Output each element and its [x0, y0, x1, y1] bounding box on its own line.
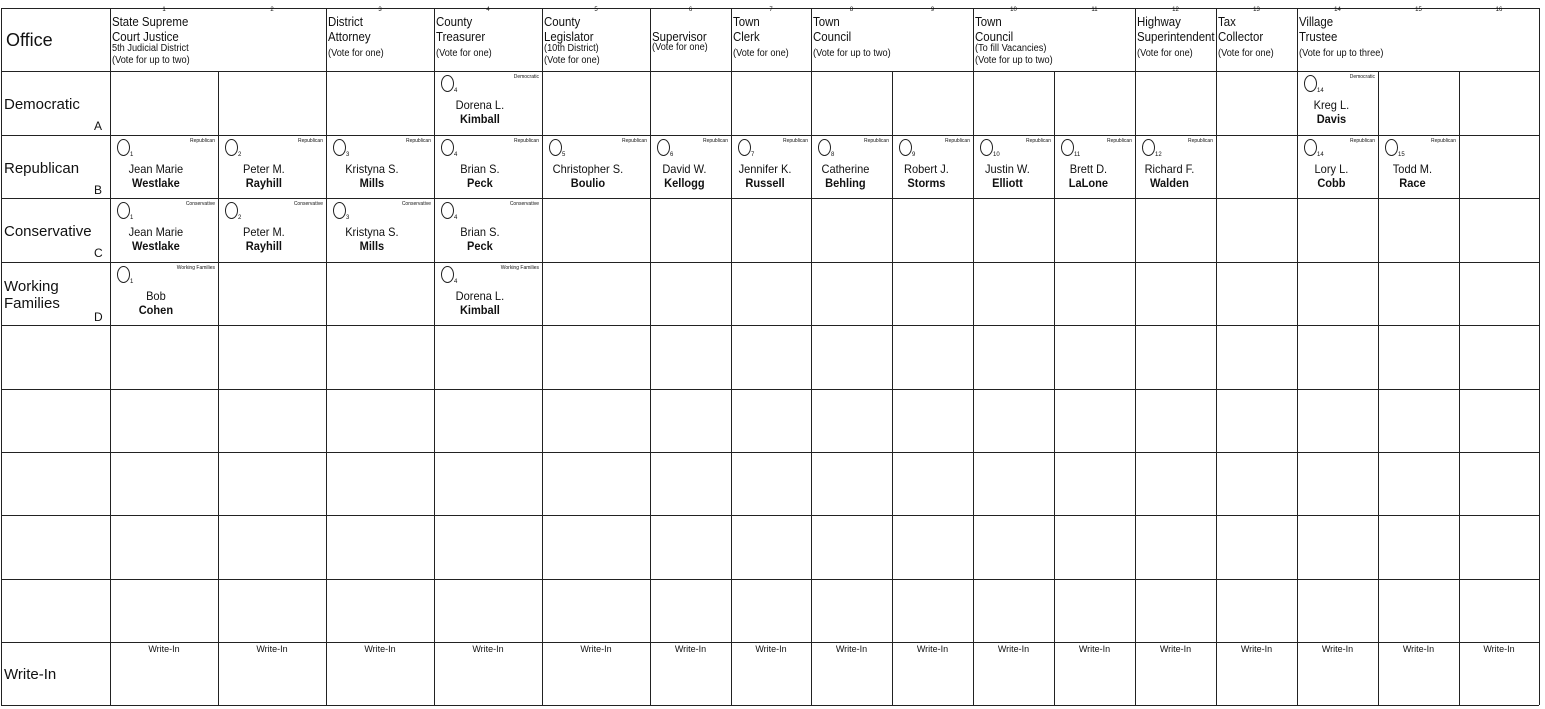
office-header-label: Office — [6, 30, 53, 50]
vote-oval[interactable] — [441, 266, 454, 283]
candidate-last-name: Rayhill — [245, 239, 283, 253]
writein-cell-label: Write-In — [755, 644, 787, 654]
column-number: 10 — [1010, 7, 1017, 13]
oval-number: 1 — [130, 215, 134, 221]
candidate-first-name: Jean Marie — [128, 225, 184, 239]
grid-vline — [326, 8, 327, 705]
oval-number: 14 — [1317, 88, 1324, 94]
grid-hline — [1, 579, 1539, 580]
column-number: 6 — [688, 7, 693, 13]
candidate-first-name: Peter M. — [243, 225, 285, 239]
writein-cell-label: Write-In — [1159, 644, 1192, 654]
column-number: 7 — [769, 7, 773, 13]
writein-cell-label: Write-In — [256, 644, 288, 654]
grid-hline — [1, 452, 1539, 453]
oval-number: 8 — [831, 152, 835, 158]
candidate-last-name: Russell — [745, 176, 785, 190]
office-title: Legislator — [544, 29, 594, 44]
party-name: Republican — [4, 160, 80, 177]
office-title: County — [436, 14, 473, 29]
candidate-last-name: Storms — [907, 176, 946, 190]
office-title: County — [544, 14, 581, 29]
grid-vline — [434, 8, 435, 705]
office-subtitle: (Vote for up to two) — [975, 55, 1053, 66]
oval-number: 4 — [454, 88, 458, 94]
writein-cell-label: Write-In — [364, 644, 396, 654]
grid-hline — [1, 515, 1539, 516]
grid-hline — [1, 705, 1539, 706]
oval-number: 4 — [454, 152, 458, 158]
writein-row-label: Write-In — [4, 666, 57, 683]
candidate-party-tag: Republican — [297, 138, 323, 144]
vote-oval[interactable] — [441, 139, 454, 156]
grid-vline — [811, 8, 812, 705]
candidate-last-name: Elliott — [992, 176, 1023, 190]
candidate-last-name: LaLone — [1068, 176, 1109, 190]
grid-hline — [1, 389, 1539, 390]
office-subtitle: 5th Judicial District — [112, 43, 189, 54]
office-subtitle: (10th District) — [544, 43, 599, 54]
candidate-party-tag: Republican — [189, 138, 215, 144]
writein-cell-label: Write-In — [916, 644, 949, 654]
grid-vline — [542, 8, 543, 705]
candidate-last-name: Kimball — [459, 112, 500, 126]
row-letter: C — [94, 246, 103, 260]
office-title: Council — [975, 29, 1014, 44]
oval-number: 14 — [1317, 152, 1324, 158]
candidate-first-name: Brett D. — [1069, 162, 1108, 176]
candidate-first-name: Jennifer K. — [738, 162, 792, 176]
grid-vline — [650, 8, 651, 705]
candidate-party-tag: Democratic — [513, 74, 539, 80]
oval-number: 3 — [346, 152, 350, 158]
oval-number: 15 — [1398, 152, 1405, 158]
oval-number: 1 — [130, 152, 134, 158]
office-title: District — [328, 14, 363, 29]
grid-vline — [110, 8, 111, 705]
office-title: Collector — [1218, 29, 1264, 44]
candidate-party-tag: Republican — [405, 138, 431, 144]
candidate-first-name: Lory L. — [1314, 162, 1349, 176]
oval-number: 10 — [993, 152, 1000, 158]
writein-cell-label: Write-In — [1402, 644, 1435, 654]
office-title: Supervisor — [652, 29, 707, 44]
writein-field[interactable] — [1056, 656, 1133, 702]
column-number: 15 — [1415, 7, 1422, 13]
party-name: Working — [4, 278, 59, 295]
party-name: Conservative — [4, 223, 92, 240]
office-title: Trustee — [1299, 29, 1338, 44]
candidate-party-tag: Conservative — [185, 201, 215, 207]
candidate-first-name: Brian S. — [460, 225, 500, 239]
oval-number: 4 — [454, 215, 458, 221]
grid-vline — [1378, 71, 1379, 705]
office-subtitle: (Vote for one) — [1137, 48, 1193, 59]
grid-hline — [1, 642, 1539, 643]
vote-oval[interactable] — [333, 139, 346, 156]
candidate-party-tag: Republican — [863, 138, 889, 144]
grid-vline — [973, 8, 974, 705]
vote-oval[interactable] — [441, 202, 454, 219]
candidate-last-name: Davis — [1316, 112, 1347, 126]
grid-vline — [1135, 8, 1136, 705]
vote-oval[interactable] — [225, 202, 238, 219]
candidate-party-tag: Working Families — [500, 265, 539, 271]
writein-field[interactable] — [436, 656, 540, 702]
candidate-party-tag: Working Families — [176, 265, 215, 271]
candidate-first-name: Catherine — [821, 162, 870, 176]
candidate-last-name: Peck — [466, 239, 493, 253]
writein-field[interactable] — [894, 656, 971, 702]
writein-cell-label: Write-In — [580, 644, 612, 654]
writein-field[interactable] — [1461, 656, 1537, 702]
candidate-first-name: Richard F. — [1144, 162, 1195, 176]
grid-vline — [1054, 71, 1055, 705]
candidate-first-name: Robert J. — [904, 162, 949, 176]
candidate-first-name: Brian S. — [460, 162, 500, 176]
office-subtitle: (Vote for one) — [544, 55, 600, 66]
writein-field[interactable] — [652, 656, 729, 702]
office-title: Town — [975, 14, 1002, 29]
row-letter: D — [94, 310, 103, 324]
office-title: Superintendent — [1137, 29, 1215, 44]
candidate-last-name: Rayhill — [245, 176, 283, 190]
grid-vline — [1216, 8, 1217, 705]
writein-cell-label: Write-In — [1321, 644, 1354, 654]
office-title: Council — [813, 29, 852, 44]
grid-vline — [218, 71, 219, 705]
candidate-party-tag: Republican — [1430, 138, 1456, 144]
grid-vline — [1539, 8, 1540, 705]
column-number: 16 — [1495, 7, 1503, 13]
writein-cell-label: Write-In — [148, 644, 180, 654]
party-name: Democratic — [4, 96, 80, 113]
office-title: Town — [733, 14, 760, 29]
row-letter: B — [94, 183, 103, 197]
office-subtitle: (Vote for up to two) — [813, 48, 891, 59]
grid-vline — [1, 8, 2, 705]
writein-cell-label: Write-In — [1240, 644, 1273, 654]
grid-hline — [1, 71, 1539, 72]
oval-number: 2 — [238, 152, 242, 158]
office-title: Treasurer — [436, 29, 486, 44]
writein-field[interactable] — [733, 656, 809, 702]
vote-oval[interactable] — [441, 75, 454, 92]
office-subtitle: (To fill Vacancies) — [975, 43, 1047, 54]
candidate-first-name: Kreg L. — [1313, 98, 1350, 112]
writein-cell-label: Write-In — [1483, 644, 1515, 654]
column-number: 3 — [378, 7, 382, 13]
candidate-last-name: Kimball — [459, 303, 500, 317]
office-title: Court Justice — [112, 29, 179, 44]
oval-number: 5 — [562, 152, 566, 158]
column-number: 5 — [594, 7, 598, 13]
column-number: 11 — [1091, 7, 1098, 13]
candidate-party-tag: Republican — [944, 138, 970, 144]
writein-cell-label: Write-In — [835, 644, 868, 654]
candidate-last-name: Cobb — [1317, 176, 1346, 190]
oval-number: 2 — [238, 215, 242, 221]
writein-field[interactable] — [220, 656, 324, 702]
vote-oval[interactable] — [117, 139, 130, 156]
candidate-first-name: Todd M. — [1392, 162, 1433, 176]
candidate-last-name: Mills — [359, 176, 385, 190]
office-title: Attorney — [328, 29, 371, 44]
office-title: Clerk — [733, 29, 760, 44]
candidate-first-name: Dorena L. — [455, 289, 505, 303]
vote-oval[interactable] — [549, 139, 562, 156]
candidate-first-name: Dorena L. — [455, 98, 505, 112]
vote-oval[interactable] — [117, 266, 130, 283]
column-number: 4 — [486, 7, 490, 13]
writein-field[interactable] — [544, 656, 648, 702]
column-number: 1 — [162, 7, 166, 13]
vote-oval[interactable] — [117, 202, 130, 219]
candidate-first-name: David W. — [662, 162, 707, 176]
candidate-last-name: Walden — [1149, 176, 1189, 190]
oval-number: 11 — [1074, 152, 1081, 158]
writein-cell-label: Write-In — [472, 644, 504, 654]
office-subtitle: (Vote for one) — [733, 48, 789, 59]
vote-oval[interactable] — [333, 202, 346, 219]
grid-vline — [892, 71, 893, 705]
office-subtitle: (Vote for one) — [652, 42, 708, 53]
writein-field[interactable] — [813, 656, 890, 702]
office-title: State Supreme — [112, 14, 189, 29]
column-number: 2 — [270, 7, 274, 13]
candidate-party-tag: Democratic — [1349, 74, 1375, 80]
grid-hline — [1, 262, 1539, 263]
grid-hline — [1, 198, 1539, 199]
candidate-last-name: Westlake — [132, 239, 180, 253]
office-title: Village — [1299, 14, 1334, 29]
row-letter: A — [94, 119, 103, 133]
office-subtitle: (Vote for up to three) — [1299, 48, 1384, 59]
candidate-party-tag: Republican — [702, 138, 728, 144]
candidate-first-name: Peter M. — [243, 162, 285, 176]
candidate-last-name: Race — [1399, 176, 1426, 190]
candidate-first-name: Bob — [146, 289, 166, 303]
oval-number: 7 — [751, 152, 755, 158]
office-subtitle: (Vote for one) — [328, 48, 384, 59]
grid-vline — [731, 8, 732, 705]
candidate-party-tag: Republican — [1025, 138, 1051, 144]
candidate-first-name: Kristyna S. — [345, 225, 399, 239]
candidate-last-name: Peck — [466, 176, 493, 190]
writein-cell-label: Write-In — [997, 644, 1030, 654]
oval-number: 4 — [454, 279, 458, 285]
vote-oval[interactable] — [225, 139, 238, 156]
candidate-party-tag: Conservative — [401, 201, 431, 207]
candidate-last-name: Kellogg — [664, 176, 705, 190]
candidate-last-name: Boulio — [570, 176, 606, 190]
candidate-last-name: Behling — [825, 176, 866, 190]
office-title: Town — [813, 14, 840, 29]
candidate-party-tag: Republican — [782, 138, 808, 144]
candidate-party-tag: Conservative — [509, 201, 539, 207]
writein-field[interactable] — [975, 656, 1052, 702]
oval-number: 9 — [912, 152, 916, 158]
candidate-last-name: Cohen — [138, 303, 174, 317]
oval-number: 12 — [1155, 152, 1162, 158]
candidate-party-tag: Republican — [513, 138, 539, 144]
writein-cell-label: Write-In — [674, 644, 707, 654]
grid-vline — [1459, 71, 1460, 705]
candidate-party-tag: Conservative — [293, 201, 323, 207]
candidate-party-tag: Republican — [1349, 138, 1375, 144]
writein-field[interactable] — [328, 656, 432, 702]
office-subtitle: (Vote for up to two) — [112, 55, 190, 66]
oval-number: 6 — [670, 152, 674, 158]
oval-number: 3 — [346, 215, 350, 221]
office-subtitle: (Vote for one) — [1218, 48, 1274, 59]
candidate-first-name: Justin W. — [985, 162, 1030, 176]
writein-field[interactable] — [1137, 656, 1214, 702]
column-number: 8 — [849, 7, 854, 13]
writein-field[interactable] — [1218, 656, 1295, 702]
column-number: 14 — [1334, 7, 1341, 13]
candidate-first-name: Kristyna S. — [345, 162, 399, 176]
candidate-party-tag: Republican — [1106, 138, 1132, 144]
candidate-party-tag: Republican — [1187, 138, 1213, 144]
grid-vline — [1297, 8, 1298, 705]
candidate-party-tag: Republican — [621, 138, 647, 144]
candidate-last-name: Westlake — [132, 176, 180, 190]
writein-cell-label: Write-In — [1078, 644, 1111, 654]
office-title: Tax — [1218, 14, 1236, 29]
column-number: 9 — [930, 7, 935, 13]
office-title: Highway — [1137, 14, 1181, 29]
party-name: Families — [4, 295, 60, 312]
column-number: 12 — [1172, 7, 1179, 13]
column-number: 13 — [1253, 7, 1260, 13]
oval-number: 1 — [130, 279, 134, 285]
candidate-last-name: Mills — [359, 239, 385, 253]
writein-field[interactable] — [112, 656, 216, 702]
grid-hline — [1, 325, 1539, 326]
writein-field[interactable] — [1299, 656, 1376, 702]
candidate-first-name: Jean Marie — [128, 162, 184, 176]
grid-hline — [1, 135, 1539, 136]
candidate-first-name: Christopher S. — [552, 162, 624, 176]
writein-field[interactable] — [1380, 656, 1457, 702]
office-subtitle: (Vote for one) — [436, 48, 492, 59]
